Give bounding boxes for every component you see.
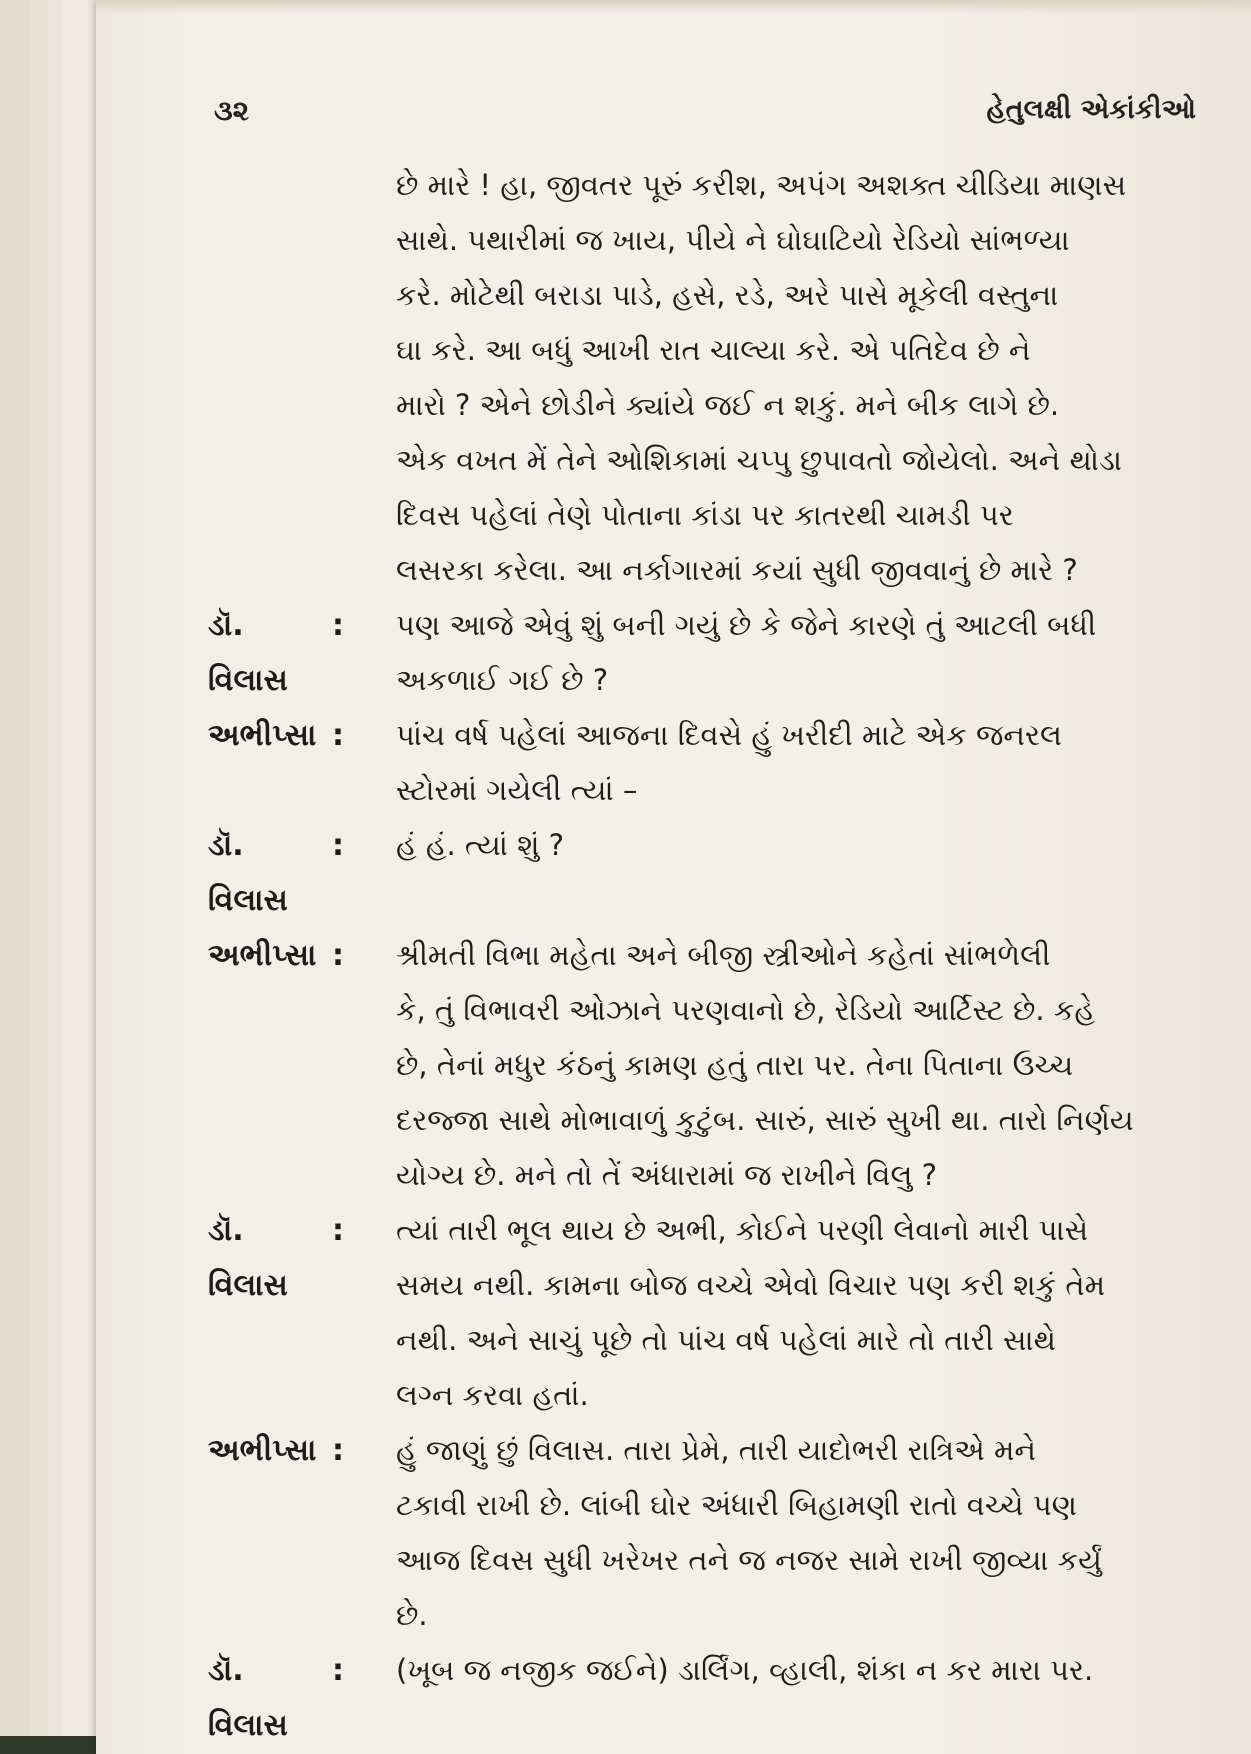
text-line: અકળાઈ ગઈ છે ?	[396, 663, 609, 697]
text-line: લગ્ન કરવા હતાં.	[396, 1378, 589, 1412]
text-line: આજ દિવસ સુધી ખરેખર તને જ નજર સામે રાખી જીવ્યા કર્યું	[396, 1543, 1102, 1577]
text-line: છે મારે ! હા, જીવતર પૂરું કરીશ, અપંગ અશક્ત ચીડિયા માણસ	[396, 168, 1127, 202]
speech-text	[396, 1203, 1198, 1423]
speaker-label: ડૉ. વિલાસ :	[208, 1653, 344, 1743]
speaker-label: ડૉ. વિલાસ :	[208, 828, 344, 918]
speech-text	[396, 598, 1198, 708]
page-body	[208, 158, 1198, 1753]
text-line: દિવસ પહેલાં તેણે પોતાના કાંડા પર કાતરથી ચામડી પર	[396, 498, 1014, 532]
dialogue-entry	[208, 1423, 1198, 1643]
continued-speech	[396, 158, 1198, 598]
speech-text	[396, 818, 1198, 873]
text-line: ત્યાં તારી ભૂલ થાય છે અભી, કોઈને પરણી લેવાનો મારી પાસે	[396, 1213, 1089, 1247]
dialogue-entry	[208, 928, 1198, 1203]
speaker-label: અભીપ્સા :	[208, 938, 344, 973]
text-line: છે.	[396, 1598, 428, 1632]
page-number: ૩૨	[214, 94, 250, 127]
speaker-label: અભીપ્સા :	[208, 1433, 344, 1468]
speech-text	[396, 1643, 1198, 1698]
text-line: છે, તેનાં મધુર કંઠનું કામણ હતું તારા પર. તેના પિતાના ઉચ્ચ	[396, 1048, 1074, 1082]
text-line: દરજ્જા સાથે મોભાવાળું કુટુંબ. સારું, સારું સુખી થા. તારો નિર્ણય	[396, 1103, 1134, 1137]
speech-text	[396, 928, 1198, 1203]
text-line: યોગ્ય છે. મને તો તેં અંધારામાં જ રાખીને વિલુ ?	[396, 1158, 938, 1192]
text-line: લસરકા કરેલા. આ નર્કાગારમાં કયાં સુધી જીવવાનું છે મારે ?	[396, 553, 1078, 587]
text-line: પણ આજે એવું શું બની ગયું છે કે જેને કારણે તું આટલી બધી	[396, 608, 1097, 642]
dialogue-entry	[208, 1203, 1198, 1423]
text-line: સાથે. પથારીમાં જ ખાય, પીયે ને ઘોઘાટિયો રેડિયો સાંભળ્યા	[396, 223, 1070, 257]
speaker-label: ડૉ. વિલાસ :	[208, 608, 344, 698]
text-line: મારો ? એને છોડીને ક્યાંયે જઈ ન શકું. મને બીક લાગે છે.	[396, 388, 1060, 422]
text-line: હં હં. ત્યાં શું ?	[396, 828, 565, 862]
running-header: હેતુલક્ષી એકાંકીઓ	[986, 94, 1196, 125]
text-line: પાંચ વર્ષ પહેલાં આજના દિવસે હું ખરીદી માટે એક જનરલ	[396, 718, 1062, 752]
text-line: સ્ટોરમાં ગયેલી ત્યાં –	[396, 773, 638, 807]
speaker-label: અભીપ્સા :	[208, 718, 344, 753]
dialogue-entry	[208, 708, 1198, 818]
text-line: શ્રીમતી વિભા મહેતા અને બીજી સ્ત્રીઓને કહેતાં સાંભળેલી	[396, 938, 1051, 972]
text-line: ઘા કરે. આ બધું આખી રાત ચાલ્યા કરે. એ પતિદેવ છે ને	[396, 333, 1031, 367]
text-line: હું જાણું છું વિલાસ. તારા પ્રેમે, તારી યાદોભરી રાત્રિએ મને	[396, 1433, 1037, 1467]
dialogue-entry	[208, 598, 1198, 708]
page-shadow	[96, 0, 1251, 14]
dialogue-entry	[208, 818, 1198, 928]
speech-text	[396, 1423, 1198, 1643]
speech-text	[396, 708, 1198, 818]
text-line: ટકાવી રાખી છે. લાંબી ઘોર અંધારી બિહામણી રાતો વચ્ચે પણ	[396, 1488, 1077, 1522]
text-line: સમય નથી. કામના બોજ વચ્ચે એવો વિચાર પણ કરી શકું તેમ	[396, 1268, 1106, 1302]
text-line: કે, તું વિભાવરી ઓઝાને પરણવાનો છે, રેડિયો આર્ટિસ્ટ છે. કહે	[396, 993, 1095, 1027]
text-line: કરે. મોટેથી બરાડા પાડે, હસે, રડે, અરે પાસે મૂકેલી વસ્તુના	[396, 278, 1059, 312]
text-line: એક વખત મેં તેને ઓશિકામાં ચપ્પુ છુપાવતો જોયેલો. અને થોડા	[396, 443, 1122, 477]
speaker-label: ડૉ. વિલાસ :	[208, 1213, 344, 1303]
text-line: નથી. અને સાચું પૂછે તો પાંચ વર્ષ પહેલાં મારે તો તારી સાથે	[396, 1323, 1056, 1357]
dialogue-entry	[208, 1643, 1198, 1753]
text-line: (ખૂબ જ નજીક જઈને) ડાર્લિંગ, વ્હાલી, શંકા ન કર મારા પર.	[396, 1653, 1094, 1687]
